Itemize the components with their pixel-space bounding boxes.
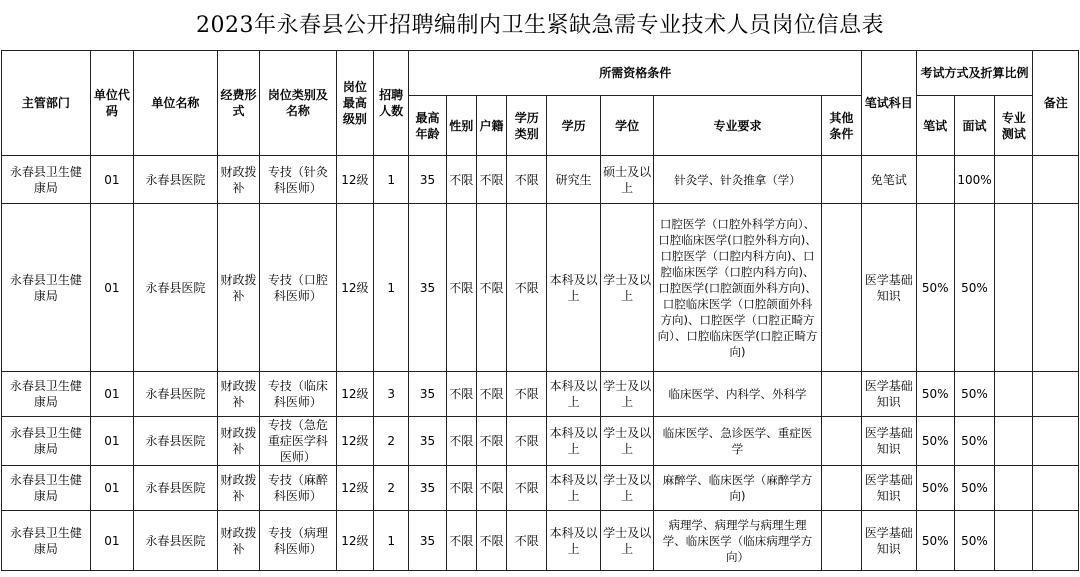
cell-hukou: 不限	[476, 156, 506, 204]
cell-count: 2	[374, 417, 409, 466]
header-major: 专业要求	[654, 96, 821, 156]
cell-subject: 医学基础知识	[862, 417, 916, 466]
cell-unit: 永春县医院	[134, 417, 218, 466]
cell-gender: 不限	[446, 204, 476, 372]
cell-dept: 永春县卫生健康局	[2, 372, 91, 417]
table-row	[2, 156, 1079, 204]
cell-education: 本科及以上	[547, 417, 600, 466]
cell-unit: 永春县医院	[134, 511, 218, 571]
cell-other	[821, 204, 861, 372]
cell-other	[821, 156, 861, 204]
cell-edu-type: 不限	[507, 417, 547, 466]
cell-age: 35	[409, 204, 446, 372]
header-written: 笔试	[916, 96, 954, 156]
header-education: 学历	[547, 96, 600, 156]
cell-dept: 永春县卫生健康局	[2, 156, 91, 204]
cell-remark	[1033, 417, 1079, 466]
cell-level: 12级	[336, 511, 373, 571]
cell-level: 12级	[336, 372, 373, 417]
header-hukou: 户籍	[476, 96, 506, 156]
cell-level: 12级	[336, 156, 373, 204]
cell-dept: 永春县卫生健康局	[2, 511, 91, 571]
header-skill-test: 专业测试	[995, 96, 1033, 156]
cell-other	[821, 372, 861, 417]
cell-other	[821, 511, 861, 571]
cell-unit: 永春县医院	[134, 204, 218, 372]
cell-edu-type: 不限	[507, 511, 547, 571]
cell-gender: 不限	[446, 372, 476, 417]
cell-code: 01	[90, 204, 133, 372]
cell-count: 1	[374, 156, 409, 204]
cell-code: 01	[90, 372, 133, 417]
cell-edu-type: 不限	[507, 156, 547, 204]
cell-code: 01	[90, 511, 133, 571]
header-written-subject: 笔试科目	[862, 51, 916, 156]
cell-count: 3	[374, 372, 409, 417]
cell-post: 专技（麻醉科医师）	[260, 466, 337, 511]
cell-age: 35	[409, 466, 446, 511]
cell-remark	[1033, 466, 1079, 511]
header-exam-ratio: 考试方式及折算比例	[916, 51, 1033, 96]
cell-subject: 医学基础知识	[862, 204, 916, 372]
cell-skill	[995, 156, 1033, 204]
cell-degree: 学士及以上	[600, 417, 653, 466]
cell-dept: 永春县卫生健康局	[2, 204, 91, 372]
cell-degree: 硕士及以上	[600, 156, 653, 204]
header-remarks: 备注	[1033, 51, 1079, 156]
cell-post: 专技（急危重症医学科医师）	[260, 417, 337, 466]
cell-interview: 50%	[954, 511, 994, 571]
cell-hukou: 不限	[476, 511, 506, 571]
cell-dept: 永春县卫生健康局	[2, 466, 91, 511]
cell-funding: 财政拨补	[217, 156, 259, 204]
cell-funding: 财政拨补	[217, 372, 259, 417]
cell-interview: 100%	[954, 156, 994, 204]
cell-major: 麻醉学、临床医学（麻醉学方向)	[654, 466, 821, 511]
cell-level: 12级	[336, 466, 373, 511]
cell-subject: 医学基础知识	[862, 466, 916, 511]
cell-remark	[1033, 511, 1079, 571]
header-interview: 面试	[954, 96, 994, 156]
table-row	[2, 204, 1079, 372]
table-row	[2, 511, 1079, 571]
cell-written: 50%	[916, 204, 954, 372]
cell-post: 专技（病理科医师）	[260, 511, 337, 571]
cell-major: 针灸学、针灸推拿（学）	[654, 156, 821, 204]
cell-hukou: 不限	[476, 372, 506, 417]
header-unit-code: 单位代码	[90, 51, 133, 156]
header-dept: 主管部门	[2, 51, 91, 156]
cell-age: 35	[409, 372, 446, 417]
cell-written	[916, 156, 954, 204]
header-degree: 学位	[600, 96, 653, 156]
cell-gender: 不限	[446, 466, 476, 511]
cell-hukou: 不限	[476, 204, 506, 372]
cell-funding: 财政拨补	[217, 511, 259, 571]
cell-other	[821, 466, 861, 511]
cell-count: 2	[374, 466, 409, 511]
cell-age: 35	[409, 417, 446, 466]
page-title: 2023年永春县公开招聘编制内卫生紧缺急需专业技术人员岗位信息表	[196, 13, 884, 38]
cell-dept: 永春县卫生健康局	[2, 417, 91, 466]
cell-degree: 学士及以上	[600, 466, 653, 511]
cell-major: 临床医学、急诊医学、重症医学	[654, 417, 821, 466]
header-unit-name: 单位名称	[134, 51, 218, 156]
cell-gender: 不限	[446, 417, 476, 466]
cell-major: 临床医学、内科学、外科学	[654, 372, 821, 417]
cell-remark	[1033, 156, 1079, 204]
cell-remark	[1033, 204, 1079, 372]
cell-written: 50%	[916, 511, 954, 571]
header-qualifications: 所需资格条件	[409, 51, 862, 96]
cell-written: 50%	[916, 466, 954, 511]
cell-subject: 医学基础知识	[862, 372, 916, 417]
cell-education: 本科及以上	[547, 466, 600, 511]
cell-subject: 医学基础知识	[862, 511, 916, 571]
cell-education: 本科及以上	[547, 204, 600, 372]
cell-unit: 永春县医院	[134, 156, 218, 204]
cell-code: 01	[90, 156, 133, 204]
header-count: 招聘人数	[374, 51, 409, 156]
cell-post: 专技（口腔科医师）	[260, 204, 337, 372]
cell-unit: 永春县医院	[134, 372, 218, 417]
cell-edu-type: 不限	[507, 204, 547, 372]
table-row	[2, 417, 1079, 466]
cell-degree: 学士及以上	[600, 511, 653, 571]
cell-written: 50%	[916, 372, 954, 417]
cell-age: 35	[409, 156, 446, 204]
cell-unit: 永春县医院	[134, 466, 218, 511]
cell-other	[821, 417, 861, 466]
cell-major: 口腔医学（口腔外科学方向）、口腔临床医学(口腔外科方向)、口腔医学（口腔内科方向)、口腔临床医学（口腔内科方向)、口腔医学(口腔颌面外科方向)、口腔临床医学（口腔颌面外科方向)、口腔医学（口腔正畸方向）、口腔临床医学(口腔正畸方向)	[654, 204, 821, 372]
cell-code: 01	[90, 417, 133, 466]
cell-skill	[995, 204, 1033, 372]
cell-interview: 50%	[954, 417, 994, 466]
cell-skill	[995, 372, 1033, 417]
cell-education: 本科及以上	[547, 511, 600, 571]
cell-funding: 财政拨补	[217, 204, 259, 372]
cell-count: 1	[374, 511, 409, 571]
cell-interview: 50%	[954, 466, 994, 511]
header-max-age: 最高年龄	[409, 96, 446, 156]
cell-interview: 50%	[954, 204, 994, 372]
cell-degree: 学士及以上	[600, 372, 653, 417]
header-funding: 经费形式	[217, 51, 259, 156]
header-gender: 性别	[446, 96, 476, 156]
cell-level: 12级	[336, 204, 373, 372]
cell-level: 12级	[336, 417, 373, 466]
cell-degree: 学士及以上	[600, 204, 653, 372]
cell-education: 研究生	[547, 156, 600, 204]
cell-skill	[995, 417, 1033, 466]
cell-code: 01	[90, 466, 133, 511]
cell-hukou: 不限	[476, 466, 506, 511]
cell-interview: 50%	[954, 372, 994, 417]
table-row	[2, 372, 1079, 417]
cell-education: 本科及以上	[547, 372, 600, 417]
cell-edu-type: 不限	[507, 466, 547, 511]
job-info-table	[1, 50, 1079, 571]
cell-funding: 财政拨补	[217, 417, 259, 466]
header-edu-type: 学历类别	[507, 96, 547, 156]
table-row	[2, 466, 1079, 511]
cell-remark	[1033, 372, 1079, 417]
cell-gender: 不限	[446, 156, 476, 204]
cell-major: 病理学、病理学与病理生理学、临床医学（临床病理学方向）	[654, 511, 821, 571]
cell-post: 专技（临床科医师）	[260, 372, 337, 417]
cell-post: 专技（针灸科医师）	[260, 156, 337, 204]
header-post: 岗位类别及名称	[260, 51, 337, 156]
cell-written: 50%	[916, 417, 954, 466]
cell-gender: 不限	[446, 511, 476, 571]
cell-skill	[995, 466, 1033, 511]
header-level: 岗位最高级别	[336, 51, 373, 156]
cell-funding: 财政拨补	[217, 466, 259, 511]
cell-skill	[995, 511, 1033, 571]
header-other: 其他条件	[821, 96, 861, 156]
cell-hukou: 不限	[476, 417, 506, 466]
cell-age: 35	[409, 511, 446, 571]
cell-subject: 免笔试	[862, 156, 916, 204]
cell-count: 1	[374, 204, 409, 372]
cell-edu-type: 不限	[507, 372, 547, 417]
